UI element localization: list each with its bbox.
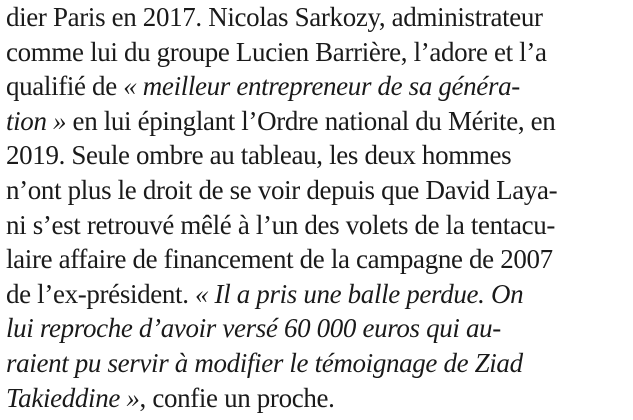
- quote-segment: « meilleur entrepreneur de sa généra-: [123, 70, 520, 102]
- text-segment: dier Paris en 2017. Nicolas Sarkozy, administrateur: [6, 1, 543, 32]
- text-line: [6, 311, 619, 346]
- text-segment: en lui épinglant l’Ordre national du Mérite, en: [66, 104, 556, 136]
- text-line: [6, 104, 619, 139]
- text-segment: qualifié de: [6, 70, 124, 102]
- text-line: [6, 242, 619, 277]
- text-segment: ni s’est retrouvé mêlé à l’un des volets de la tentacu-: [6, 208, 556, 240]
- text-line: [6, 69, 619, 104]
- quote-segment: tion »: [6, 104, 67, 136]
- text-segment: laire affaire de financement de la campagne de 2007: [6, 243, 553, 275]
- text-segment: 2019. Seule ombre au tableau, les deux hommes: [6, 139, 512, 171]
- text-line: [6, 208, 619, 243]
- text-segment: comme lui du groupe Lucien Barrière, l’adore et l’a: [6, 35, 547, 67]
- text-line: [6, 35, 619, 70]
- text-line: [6, 173, 619, 208]
- text-line: [6, 277, 619, 312]
- quote-segment: raient pu servir à modifier le témoignage de Ziad: [6, 346, 523, 378]
- text-segment: n’ont plus le droit de se voir depuis que David Laya-: [6, 173, 558, 205]
- text-segment: , confie un proche.: [139, 381, 335, 413]
- text-line: [6, 138, 619, 173]
- text-line: [6, 0, 619, 35]
- text-line: [6, 381, 619, 416]
- text-segment: de l’ex-président.: [6, 277, 196, 309]
- quote-segment: « Il a pris une balle perdue. On: [195, 277, 524, 309]
- quote-segment: lui reproche d’avoir versé 60 000 euros qui au-: [6, 312, 501, 344]
- quote-segment: Takieddine »: [6, 381, 140, 413]
- text-line: [6, 346, 619, 381]
